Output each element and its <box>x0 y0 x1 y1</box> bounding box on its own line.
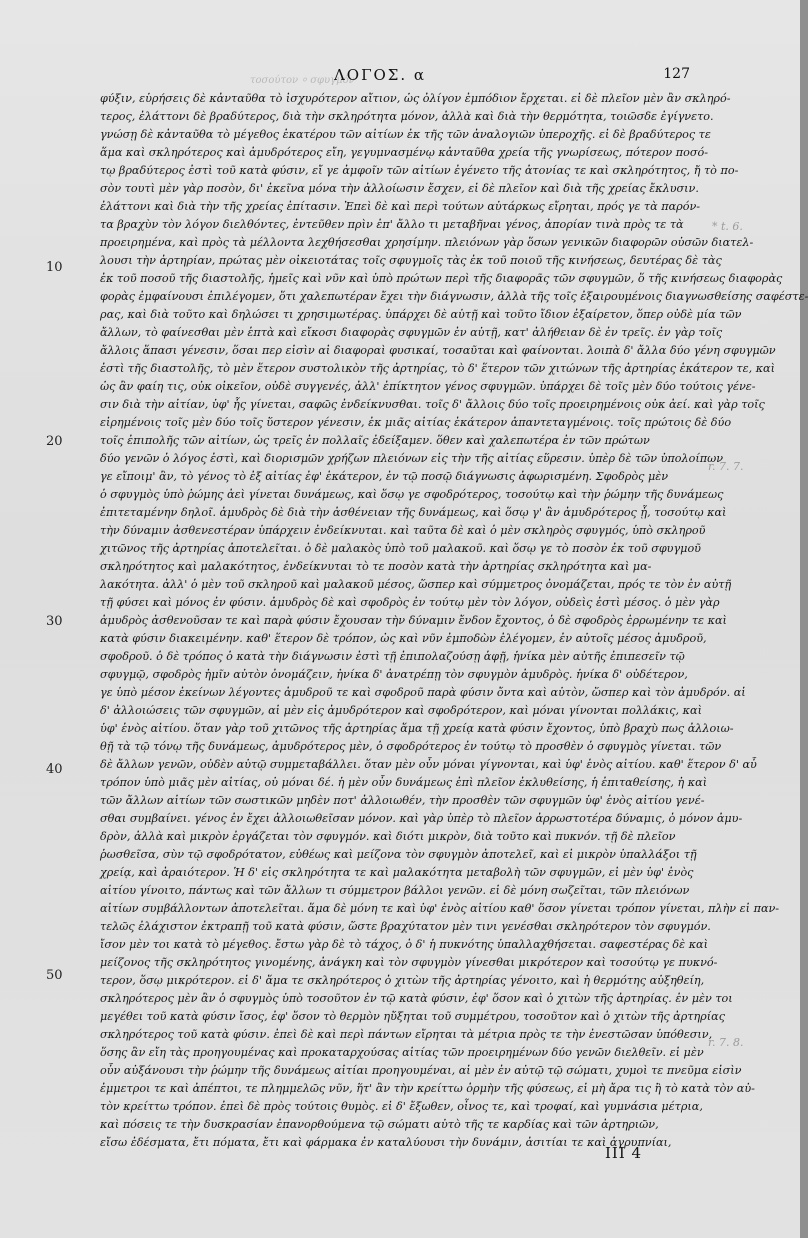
text-line: τοῖς ἐπιπολῆς τῶν αἰτίων, ὡς τρεῖς ἐν πολλαῖς ἐδείξαμεν. ὅθεν καὶ χαλεπωτέρα ἐν τῶν πρώτων <box>100 434 650 447</box>
show-through-text: τοσούτον ⸰ σφυγμόν <box>250 75 355 86</box>
page-number: 127 <box>663 66 690 82</box>
text-line: αἰτίου γίνοιτο, πάντως καὶ τῶν ἄλλων τι σύμμετρον βάλλοι γενῶν. εἰ δὲ μόνη σωζεῖται, τῶν πλειόνων <box>100 884 690 897</box>
text-line: οὖν αὐξάνουσι τὴν ῥώμην τῆς δυνάμεως αἰτίαι προηγουμέναι, αἱ μὲν ἐν αὐτῷ τῷ σώματι, χυμοὶ τε πνεῦμα εἰσὶν <box>100 1064 742 1077</box>
text-line: τερος, ἐλάττονι δὲ βραδύτερος, διὰ τὴν σκληρότητα μόνον, ἀλλὰ καὶ διὰ τὴν θερμότητα, τοιῶσδε ἐγίγνετο. <box>100 110 714 123</box>
text-line: ὁ σφυγμὸς ὑπὸ ῥώμης ἀεὶ γίνεται δυνάμεως, καὶ ὅσῳ γε σφοδρότερος, τοσούτῳ καὶ τὴν ῥώμην τῆς δυνάμεως <box>100 488 724 501</box>
text-line: σκληρότερος μὲν ἂν ὁ σφυγμὸς ὑπὸ τοσοῦτον ἐν τῷ κατὰ φύσιν, ἐφ' ὅσον καὶ ὁ χιτὼν τῆς ἀρτηρίας. ἐν μὲν τοι <box>100 992 733 1005</box>
text-line: ὑφ' ἑνὸς αἰτίου. ὅταν γὰρ τοῦ χιτῶνος τῆς ἀρτηρίας ἅμα τῇ χρείᾳ κατὰ φύσιν ἔχοντος, ὑπὸ βραχὺ πως ἀλλοιω- <box>100 722 734 735</box>
line-number: 30 <box>46 614 63 629</box>
signature-mark: III 4 <box>605 1144 643 1162</box>
text-line: ἄλλων, τὸ φαίνεσθαι μὲν ἑπτὰ καὶ εἴκοσι διαφορὰς σφυγμῶν ἐν αὐτῇ, κατ' ἀλήθειαν δὲ ἐν τρεῖς. ἐν γὰρ τοῖς <box>100 326 723 339</box>
marginal-note: r. 7. 8. <box>708 1036 744 1049</box>
text-line: θῇ τὰ τῷ τόνῳ τῆς δυνάμεως, ἀμυδρότερος μὲν, ὁ σφοδρότερος ἐν τούτῳ τὸ προσθὲν ὁ σφυγμὸς γίνεται. τῶν <box>100 740 722 753</box>
text-line: ρας, καὶ διὰ τοῦτο καὶ δηλώσει τι χρησιμωτέρας. ὑπάρχει δὲ αὐτῇ καὶ τοῦτο ἴδιον ἐξαίρετον, ὅπερ οὐδὲ μία τῶν <box>100 308 742 321</box>
text-line: τὸν κρείττω τρόπον. ἐπεὶ δὲ πρὸς τούτοις θυμὸς. εἰ δ' ἔξωθεν, οἶνος τε, καὶ τροφαί, καὶ γυμνάσια μέτρια, <box>100 1100 703 1113</box>
text-line: σιν διὰ τὴν αἰτίαν, ὑφ' ἧς γίνεται, σαφῶς ἐνδείκνυσθαι. τοῖς δ' ἄλλοις δύο τοῖς προειρημένοις οὐκ ἀεί. καὶ γὰρ τοῖς <box>100 398 765 411</box>
text-line: τρόπον ὑπὸ μιᾶς μὲν αἰτίας, οὐ μόναι δέ. ἡ μὲν οὖν δυνάμεως ἐπὶ πλεῖον ἐκλυθείσης, ἡ ἐπιταθείσης, ἡ καὶ <box>100 776 708 789</box>
line-number: 20 <box>46 434 63 449</box>
text-line: σκληρότερος τοῦ κατὰ φύσιν. ἐπεὶ δὲ καὶ περὶ πάντων εἴρηται τὰ μέτρια πρὸς τε τὴν ἐνεστῶσαν ὑπόθεσιν, <box>100 1028 713 1041</box>
text-line: τῶν ἄλλων αἰτίων τῶν σωστικῶν μηδὲν ποτ' ἀλλοιωθέν, τὴν προσθὲν τῶν σφυγμῶν ὑφ' ἑνὸς αἰτίου γενέ- <box>100 794 705 807</box>
text-line: ἐκ τοῦ ποσοῦ τῆς διαστολῆς, ἡμεῖς καὶ νῦν καὶ ὑπὸ πρώτων περὶ τῆς διαφορᾶς τῶν σφυγμῶν, ὅ τῆς κινήσεως διαφορὰς <box>100 272 783 285</box>
text-line: ῥωσθεῖσα, σὺν τῷ σφοδρότατον, εὐθέως καὶ μείζονα τὸν σφυγμὸν ἀποτελεῖ, καὶ εἰ μικρὸν ὑπαλλάξοι τῇ <box>100 848 697 861</box>
text-line: λουσι τὴν ἀρτηρίαν, πρώτας μὲν οἰκειοτάτας τοῖς σφυγμοῖς τὰς ἐκ τοῦ ποιοῦ τῆς κινήσεως, δευτέρας δὲ τὰς <box>100 254 722 267</box>
running-title: ΛΟΓΟΣ. α <box>333 66 427 84</box>
text-line: αἰτίων συμβάλλοντων ἀποτελεῖται. ἅμα δὲ μόνη τε καὶ ὑφ' ἑνὸς αἰτίου καθ' ὅσον γίνεται τρόπον γίνεται, πλὴν εἰ παν- <box>100 902 780 915</box>
text-line: χρείᾳ, καὶ ἀραιότερον. Ἡ δ' εἰς σκληρότητα τε καὶ μαλακότητα μεταβολὴ τῶν σφυγμῶν, εἰ μὲν ὑφ' ἑνὸς <box>100 866 694 879</box>
text-line: κατὰ φύσιν διακειμένην. καθ' ἕτερον δὲ τρόπον, ὡς καὶ νῦν ἐμποδὼν ἐλέγομεν, ἐν αὐτοῖς μέσος ἀμυδροῦ, <box>100 632 707 645</box>
text-line: μείζονος τῆς σκληρότητος γινομένης, ἀνάγκη καὶ τὸν σφυγμὸν γίνεσθαι μικρότερον καὶ τοσούτῳ γε πυκνό- <box>100 956 718 969</box>
text-line: σὸν τουτὶ μὲν γὰρ ποσὸν, δι' ἐκεῖνα μόνα τὴν ἀλλοίωσιν ἔσχεν, εἰ δὲ πλεῖον καὶ διὰ τῆς χρείας ἔκλυσιν. <box>100 182 699 195</box>
text-line: τα βραχὺν τὸν λόγον διελθόντες, ἐντεῦθεν πρὶν ἐπ' ἄλλο τι μεταβῆναι γένος, ἀπορίαν τινὰ πρὸς τε τὰ <box>100 218 684 231</box>
text-line: φορὰς ἐμφαίνουσι ἐπιλέγομεν, ὅτι χαλεπωτέραν ἔχει τὴν διάγνωσιν, ἀλλὰ τῆς τοῖς ἐξαιρουμένοις διαγνωσθείσης σαφέστε- <box>100 290 808 303</box>
text-line: προειρημένα, καὶ πρὸς τὰ μέλλοντα λεχθήσεσθαι χρησίμην. πλειόνων γὰρ ὅσων γενικῶν διαφορῶν οὐσῶν διατελ- <box>100 236 754 249</box>
text-line: ὡς ἂν φαίη τις, οὐκ οἰκεῖον, οὐδὲ συγγενές, ἀλλ' ἐπίκτητον γένος σφυγμῶν. ὑπάρχει δὲ τοῖς μὲν δύο τούτοις γένε- <box>100 380 756 393</box>
line-number: 10 <box>46 260 63 275</box>
text-line: σφυγμῷ, σφοδρὸς ἡμῖν αὐτὸν ὀνομάζειν, ἡνίκα δ' ἀνατρέπῃ τὸν σφυγμὸν ἀμυδρὸς. ἡνίκα δ' οὐδέτερον, <box>100 668 688 681</box>
text-line: γε εἴποιμ' ἂν, τὸ γένος τὸ ἐξ αἰτίας ἐφ' ἑκάτερον, ἐν τῷ ποσῷ διάγνωσις ἀφωρισμένη. Σφοδρὸς μὲν <box>100 470 669 483</box>
text-line: ἐλάττονι καὶ διὰ τὴν τῆς χρείας ἐπίτασιν. Ἐπεὶ δὲ καὶ περὶ τούτων αὐτάρκως εἴρηται, πρός γε τὰ παρόν- <box>100 200 701 213</box>
text-line: δύο γενῶν ὁ λόγος ἐστὶ, καὶ διορισμῶν χρήζων πλειόνων εἰς τὴν τῆς αἰτίας εὕρεσιν. ὑπὲρ δὲ τῶν ὑπολοίπων <box>100 452 724 465</box>
text-line: τῇ φύσει καὶ μόνος ἐν φύσιν. ἀμυδρὸς δὲ καὶ σφοδρὸς ἐν τούτῳ μὲν τὸν λόγον, οὐδεὶς ἐστὶ μέσος. ὁ μὲν γὰρ <box>100 596 720 609</box>
text-line: γνώσῃ δὲ κἀνταῦθα τὸ μέγεθος ἑκατέρου τῶν αἰτίων ἐκ τῆς τῶν ἀναλογιῶν ὑπεροχῆς. εἰ δὲ βραδύτερος τε <box>100 128 711 141</box>
text-line: ἅμα καὶ σκληρότερος καὶ ἀμυδρότερος εἴη, γεγυμνασμένῳ κἀνταῦθα χρεία τῆς γνωρίσεως, πότερον ποσό- <box>100 146 708 159</box>
text-line: σθαι συμβαίνει. γένος ἐν ἔχει ἀλλοιωθεῖσαν μόνον. καὶ γὰρ ὑπὲρ τὸ πλεῖον ἀρρωστοτέρα δύναμις, ὁ μόνον ἀμυ- <box>100 812 743 825</box>
text-line: ἄλλοις ἅπασι γένεσιν, ὅσαι περ εἰσὶν αἱ διαφοραὶ φυσικαί, τοσαῦται καὶ φαίνονται. λοιπὰ δ' ἄλλα δύο γένη σφυγμῶν <box>100 344 776 357</box>
marginal-note: r. 7. 7. <box>708 460 744 473</box>
text-line: ὅσης ἂν εἴη τὰς προηγουμένας καὶ προκαταρχούσας αἰτίας τῶν προειρημένων δύο γενῶν διελθεῖν. εἰ μὲν <box>100 1046 704 1059</box>
text-line: γε ὑπὸ μέσον ἐκείνων λέγοντες ἀμυδροῦ τε καὶ σφοδροῦ παρὰ φύσιν ὄντα καὶ αὐτὸν, ὥσπερ καὶ τὸν ἀμυδρόν. αἱ <box>100 686 746 699</box>
text-line: εἴσω ἐδέσματα, ἔτι πόματα, ἔτι καὶ φάρμακα ἐν καταλύουσι τὴν δυνάμιν, ἀσιτίαι τε καὶ ἀγρυπνίαι, <box>100 1136 672 1149</box>
text-line: δρὸν, ἀλλὰ καὶ μικρὸν ἐργάζεται τὸν σφυγμόν. καὶ διότι μικρὸν, διὰ τοῦτο καὶ πυκνόν. τῇ δὲ πλεῖον <box>100 830 676 843</box>
text-line: ἐπιτεταμένην δηλοῖ. ἀμυδρὸς δὲ διὰ τὴν ἀσθένειαν τῆς δυνάμεως, καὶ ὅσῳ γ' ἂν ἀμυδρότερος ᾖ, τοσούτῳ καὶ <box>100 506 727 519</box>
text-line: μεγέθει τοῦ κατὰ φύσιν ἴσος, ἐφ' ὅσον τὸ θερμὸν ηὔξηται τοῦ συμμέτρου, τοσοῦτον καὶ ὁ χιτὼν τῆς ἀρτηρίας <box>100 1010 725 1023</box>
text-line: φύξιν, εὑρήσεις δὲ κἀνταῦθα τὸ ἰσχυρότερον αἴτιον, ὡς ὀλίγον ἐμπόδιον ἔρχεται. εἰ δὲ πλεῖον μὲν ἂν σκληρό- <box>100 92 731 105</box>
text-line: καὶ πόσεις τε τὴν δυσκρασίαν ἐπανορθούμενα τῷ σώματι αὐτὸ τῆς τε καρδίας καὶ τῶν ἀρτηριῶν, <box>100 1118 659 1131</box>
text-line: δὲ ἄλλων γενῶν, οὐδὲν αὐτῷ συμμεταβάλλει. ὅταν μὲν οὖν μόναι γίγνονται, καὶ ὑφ' ἑνὸς αἰτίου. καθ' ἕτερον δ' αὖ <box>100 758 757 771</box>
text-line: ἴσον μὲν τοι κατὰ τὸ μέγεθος. ἔστω γὰρ δὲ τὸ τάχος, ὁ δ' ἡ πυκνότης ὑπαλλαχθήσεται. σαφεστέρας δὲ καὶ <box>100 938 708 951</box>
text-line: τερον, ὅσῳ μικρότερον. εἰ δ' ἅμα τε σκληρότερος ὁ χιτὼν τῆς ἀρτηρίας γένοιτο, καὶ ἡ θερμότης αὐξηθείη, <box>100 974 705 987</box>
line-number: 50 <box>46 968 63 983</box>
text-line: τὴν δύναμιν ἀσθενεστέραν ὑπάρχειν ἐνδείκνυται. καὶ ταῦτα δὲ καὶ ὁ μὲν σκληρὸς σφυγμός, ὑπὸ σκληροῦ <box>100 524 706 537</box>
text-line: ἐστὶ τῆς διαστολῆς, τὸ μὲν ἕτερον συστολικὸν τῆς ἀρτηρίας, τὸ δ' ἕτερον τῶν χιτώνων τῆς ἀρτηρίας ἑκάτερον τε, καὶ <box>100 362 775 375</box>
text-line: ἀμυδρὸς ἀσθενοῦσαν τε καὶ παρὰ φύσιν ἔχουσαν τὴν δύναμιν ἔνδον ἔχοντος, ὁ δὲ σφοδρὸς ἐρρωμένην τε καὶ <box>100 614 727 627</box>
text-line: σφοδροῦ. ὁ δὲ τρόπος ὁ κατὰ τὴν διάγνωσιν ἐστὶ τῇ ἐπιπολαζούσῃ ἁφῇ, ἡνίκα μὲν αὐτῆς ἐπιπεσεῖν τῷ <box>100 650 685 663</box>
marginal-note: * t. 6. <box>712 220 743 233</box>
text-line: σκληρότητος καὶ μαλακότητος, ἐνδείκνυται τὸ τε ποσὸν κατὰ τὴν ἀρτηρίας σκληρότητα καὶ μα- <box>100 560 652 573</box>
text-line: ἐμμετροι τε καὶ ἀπέπτοι, τε πλημμελῶς νῦν, ἥτ' ἂν τὴν κρείττω ὁρμὴν τῆς φύσεως, εἰ μὴ ἄρα τις ἢ τὸ κατὰ τὸν αὐ- <box>100 1082 755 1095</box>
text-line: λακότητα. ἀλλ' ὁ μὲν τοῦ σκληροῦ καὶ μαλακοῦ μέσος, ὥσπερ καὶ σύμμετρος ὀνομάζεται, πρός τε τὸν ἐν αὐτῇ <box>100 578 732 591</box>
page-header <box>0 66 800 90</box>
text-line: τελῶς ἐλάχιστον ἐκτραπῇ τοῦ κατὰ φύσιν, ὥστε βραχύτατον μὲν τινι γενέσθαι σκληρότερον τὸν σφυγμόν. <box>100 920 711 933</box>
line-number: 40 <box>46 762 63 777</box>
text-line: χιτῶνος τῆς ἀρτηρίας ἀποτελεῖται. ὁ δὲ μαλακὸς ὑπὸ τοῦ μαλακοῦ. καὶ ὅσῳ γε τὸ ποσὸν ἐκ τοῦ σφυγμοῦ <box>100 542 701 555</box>
text-line: εἰρημένοις τοῖς μὲν δύο τοῖς ὕστερον γένεσιν, ἐκ μιᾶς αἰτίας ἑκάτερον ἀπαντεταγμένοις. τοῖς πρώτοις δὲ δύο <box>100 416 732 429</box>
text-line: τῳ βραδύτερος ἐστὶ τοῦ κατὰ φύσιν, εἴ γε ἀμφοῖν τῶν αἰτίων ἐγένετο τῆς ἀτονίας τε καὶ σκληρότητος, ἤ τὸ πο- <box>100 164 739 177</box>
text-line: δ' ἀλλοιώσεις τῶν σφυγμῶν, αἱ μὲν εἰς ἀμυδρότερον καὶ σφοδρότερον, καὶ μόναι γίνονται πολλάκις, καὶ <box>100 704 702 717</box>
